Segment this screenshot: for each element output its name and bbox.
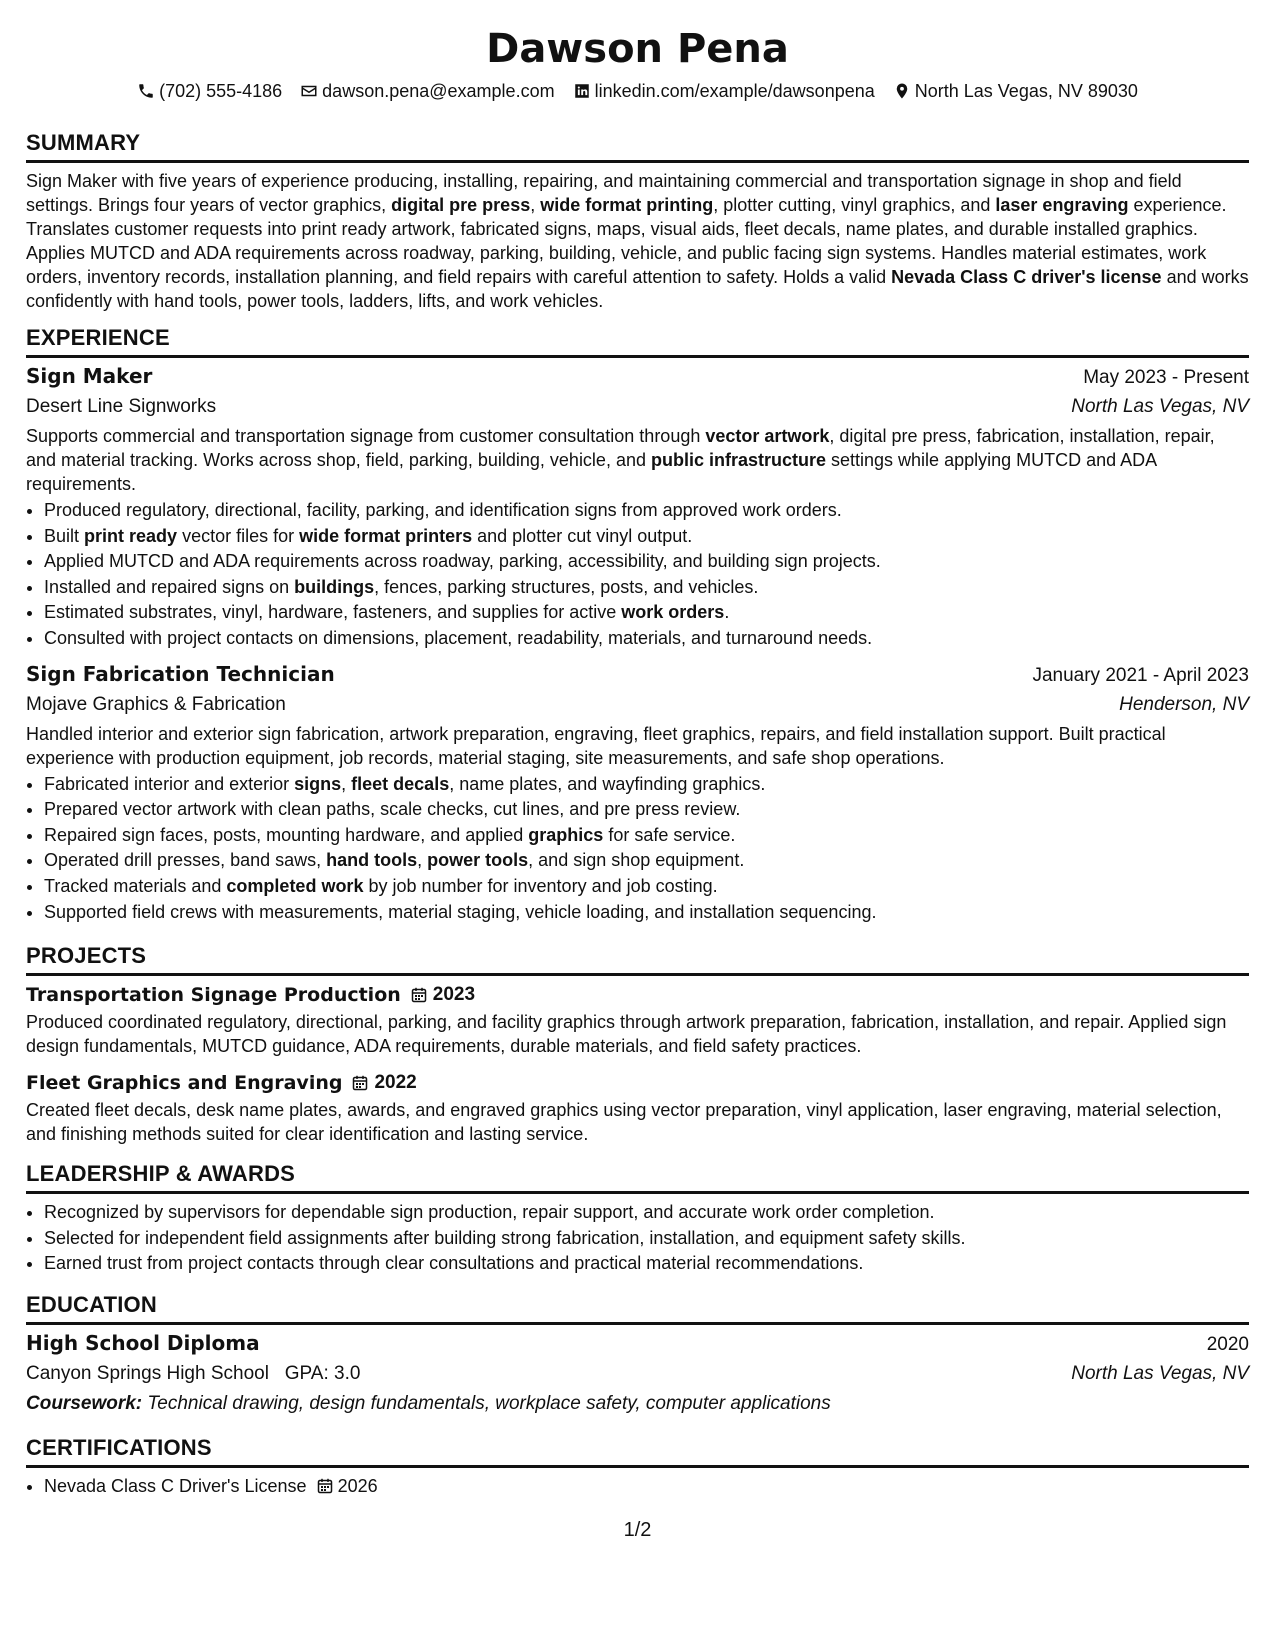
coursework: Coursework: Technical drawing, design fundamentals, workplace safety, computer applications — [26, 1393, 831, 1414]
education-location: North Las Vegas, NV — [1071, 1363, 1249, 1384]
list-item: • Fabricated interior and exterior signs, fleet decals, name plates, and wayfinding graphics. — [44, 772, 1249, 798]
projects-section — [26, 943, 1249, 1146]
project-description: Produced coordinated regulatory, directional, parking, and facility graphics through artwork preparation, fabrication, installation, and repair. Applied sign design fundamentals, MUTCD guidance, ADA requirements, durable materials, and field safety practices. — [26, 1012, 1227, 1056]
job-entry — [26, 362, 1249, 652]
certifications-section — [26, 1435, 1249, 1500]
school-name: Canyon Springs High School — [26, 1363, 269, 1384]
project-title: Fleet Graphics and Engraving — [26, 1072, 343, 1094]
phone-icon — [137, 82, 155, 100]
section-title-projects: PROJECTS — [26, 943, 1249, 976]
job-description: Supports commercial and transportation signage from customer consultation through vector artwork, digital pre press, fabrication, installation, repair, and material tracking. Works across shop, field, parking, building, vehicle, and public infrastructure settings while applying MUTCD and ADA requirements. — [26, 426, 1215, 494]
list-item: • Operated drill presses, band saws, hand tools, power tools, and sign shop equipment. — [44, 848, 1249, 874]
section-title-education: EDUCATION — [26, 1292, 1249, 1325]
list-item: • Prepared vector artwork with clean paths, scale checks, cut lines, and pre press review. — [44, 797, 1249, 823]
calendar-icon — [411, 987, 427, 1003]
contact-phone — [137, 79, 282, 103]
summary-text: Sign Maker with five years of experience producing, installing, repairing, and maintaining commercial and transportation signage in shop and field settings. Brings four years of vector graphics, digital pre press, wide format printing, plotter cutting, vinyl graphics, and laser engraving experience. Translates customer requests into print ready artwork, fabricated signs, maps, visual aids, fleet decals, name plates, and durable installed graphics. Applies MUTCD and ADA requirements across roadway, parking, building, vehicle, and public facing sign systems. Handles material estimates, work orders, inventory records, installation planning, and field repairs with careful attention to safety. Holds a valid Nevada Class C driver's license and works confidently with hand tools, power tools, ladders, lifts, and work vehicles. — [26, 171, 1249, 311]
job-dates: January 2021 - April 2023 — [1032, 664, 1249, 686]
email-text: dawson.pena@example.com — [322, 81, 555, 101]
page-number: 1/2 — [623, 1519, 652, 1541]
name: Dawson Pena — [486, 26, 789, 72]
job-dates: May 2023 - Present — [1083, 367, 1249, 388]
list-item: • Applied MUTCD and ADA requirements across roadway, parking, accessibility, and building sign projects. — [44, 549, 1249, 575]
calendar-icon — [317, 1478, 333, 1494]
contact-email[interactable] — [300, 79, 554, 103]
experience-section — [26, 325, 1249, 925]
job-title: Sign Maker — [26, 364, 153, 388]
contact-bar — [26, 79, 1249, 103]
list-item: • Earned trust from project contacts through clear consultations and practical material recommendations. — [44, 1251, 1249, 1277]
project-title: Transportation Signage Production — [26, 984, 401, 1006]
project-entry — [26, 982, 1249, 1058]
project-year: 2022 — [352, 1071, 416, 1095]
section-title-summary: SUMMARY — [26, 130, 1249, 163]
job-company: Mojave Graphics & Fabrication — [26, 693, 286, 715]
section-title-leadership: LEADERSHIP & AWARDS — [26, 1161, 1249, 1194]
list-item: • Produced regulatory, directional, facility, parking, and identification signs from approved work orders. — [44, 498, 1249, 524]
list-item: • Installed and repaired signs on buildings, fences, parking structures, posts, and vehicles. — [44, 575, 1249, 601]
project-entry — [26, 1070, 1249, 1146]
section-title-experience: EXPERIENCE — [26, 325, 1249, 358]
school-info — [26, 1359, 360, 1389]
job-company: Desert Line Signworks — [26, 396, 217, 417]
contact-linkedin[interactable] — [573, 79, 875, 103]
project-description: Created fleet decals, desk name plates, awards, and engraved graphics using vector preparation, vinyl application, laser engraving, material selection, and finishing methods suited for clear identification and lasting service. — [26, 1100, 1222, 1144]
location-text: North Las Vegas, NV 89030 — [914, 81, 1138, 101]
list-item: • Estimated substrates, vinyl, hardware, fasteners, and supplies for active work orders. — [44, 600, 1249, 626]
leadership-list — [26, 1200, 1249, 1277]
list-item: • Tracked materials and completed work by job number for inventory and job costing. — [44, 874, 1249, 900]
map-pin-icon — [893, 82, 911, 100]
linkedin-icon — [573, 82, 591, 100]
education-year: 2020 — [1206, 1334, 1249, 1355]
linkedin-text: linkedin.com/example/dawsonpena — [594, 81, 875, 101]
job-bullets — [26, 498, 1249, 652]
job-title: Sign Fabrication Technician — [26, 661, 335, 686]
resume-page — [26, 0, 1249, 1496]
job-bullets — [26, 772, 1249, 926]
leadership-section — [26, 1161, 1249, 1277]
job-entry — [26, 660, 1249, 926]
envelope-icon — [300, 82, 318, 100]
list-item: • Selected for independent field assignments after building strong fabrication, installation, and equipment safety skills. — [44, 1226, 1249, 1252]
calendar-icon — [352, 1075, 368, 1091]
list-item: • Repaired sign faces, posts, mounting hardware, and applied graphics for safe service. — [44, 823, 1249, 849]
gpa: GPA: 3.0 — [284, 1363, 361, 1384]
education-section — [26, 1292, 1249, 1419]
job-location: Henderson, NV — [1119, 693, 1249, 715]
job-description: Handled interior and exterior sign fabrication, artwork preparation, engraving, fleet graphics, repairs, and field installation support. Built practical experience with production equipment, job records, material staging, site measurements, and safe shop operations. — [26, 723, 1166, 768]
certifications-list — [26, 1474, 1249, 1500]
list-item: • Nevada Class C Driver's License 2026 — [44, 1474, 1249, 1500]
list-item: • Recognized by supervisors for dependable sign production, repair support, and accurate work order completion. — [44, 1200, 1249, 1226]
project-year: 2023 — [411, 983, 475, 1007]
degree-title: High School Diploma — [26, 1331, 260, 1355]
job-location: North Las Vegas, NV — [1071, 396, 1249, 417]
summary-section — [26, 130, 1249, 313]
list-item: • Built print ready vector files for wide format printers and plotter cut vinyl output. — [44, 524, 1249, 550]
list-item: • Consulted with project contacts on dimensions, placement, readability, materials, and turnaround needs. — [44, 626, 1249, 652]
section-title-certifications: CERTIFICATIONS — [26, 1435, 1249, 1468]
contact-location — [893, 79, 1138, 103]
list-item: • Supported field crews with measurements, material staging, vehicle loading, and installation sequencing. — [44, 900, 1249, 926]
phone-text: (702) 555-4186 — [159, 81, 283, 101]
